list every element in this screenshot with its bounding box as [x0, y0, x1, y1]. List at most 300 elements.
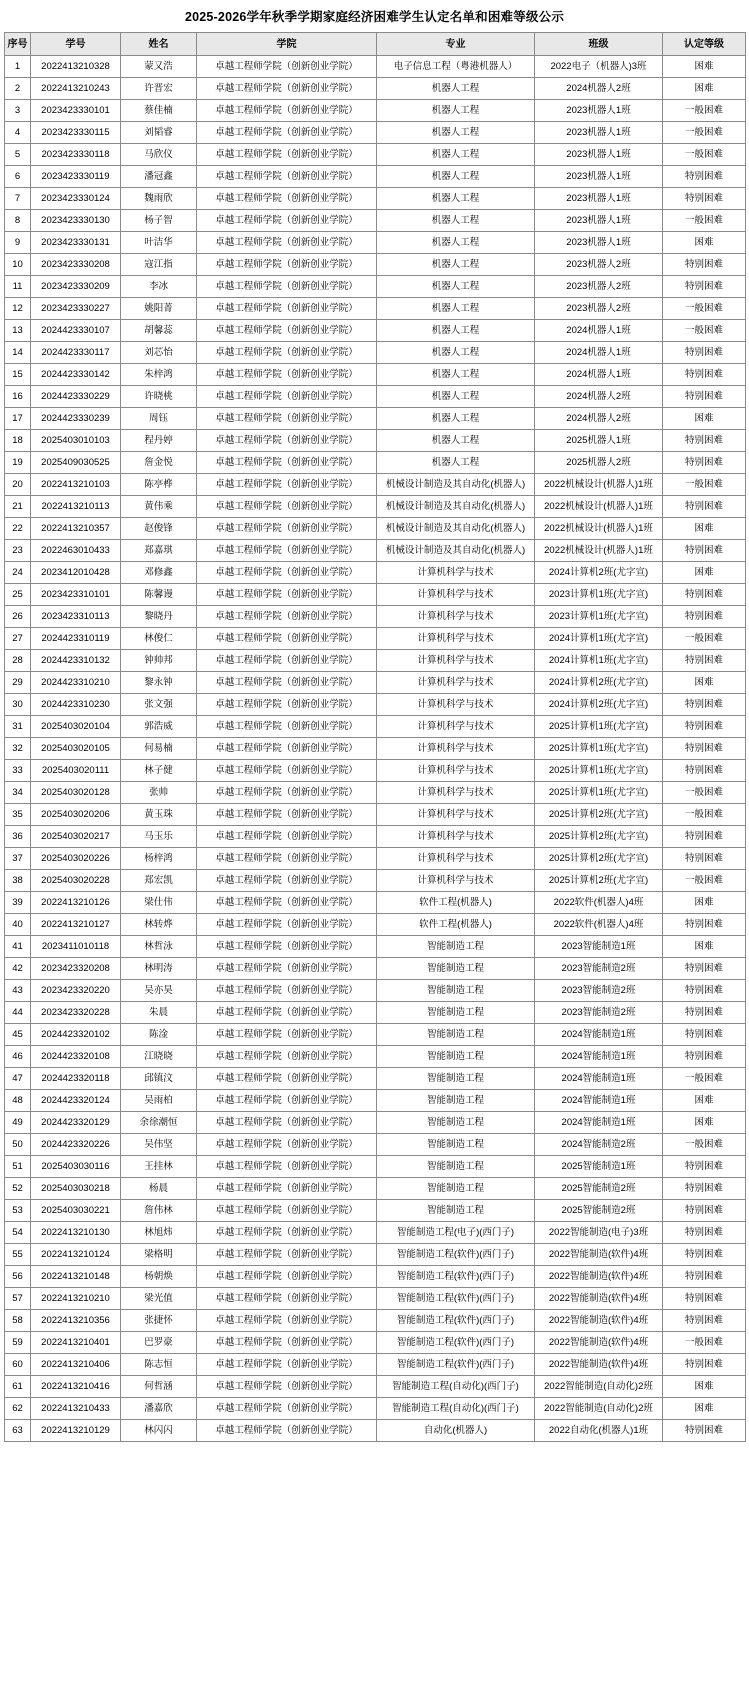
cell-college: 卓越工程师学院（创新创业学院）	[197, 254, 377, 276]
cell-level: 困难	[663, 672, 746, 694]
cell-level: 困难	[663, 408, 746, 430]
cell-name: 林俊仁	[121, 628, 197, 650]
table-row	[5, 584, 746, 606]
cell-student-id: 2022413210124	[31, 1244, 121, 1266]
cell-level: 特别困难	[663, 166, 746, 188]
table-row	[5, 1068, 746, 1090]
cell-name: 姚阳菁	[121, 298, 197, 320]
cell-level: 一般困难	[663, 870, 746, 892]
cell-seq: 10	[5, 254, 31, 276]
table-row	[5, 56, 746, 78]
table-row	[5, 760, 746, 782]
cell-major: 计算机科学与技术	[377, 870, 535, 892]
cell-class: 2023机器人2班	[535, 254, 663, 276]
cell-student-id: 2022413210416	[31, 1376, 121, 1398]
cell-student-id: 2022413210103	[31, 474, 121, 496]
cell-level: 一般困难	[663, 298, 746, 320]
cell-student-id: 2025403020206	[31, 804, 121, 826]
cell-college: 卓越工程师学院（创新创业学院）	[197, 452, 377, 474]
cell-student-id: 2025403010103	[31, 430, 121, 452]
cell-student-id: 2023423330118	[31, 144, 121, 166]
table-row	[5, 1310, 746, 1332]
cell-seq: 30	[5, 694, 31, 716]
cell-college: 卓越工程师学院（创新创业学院）	[197, 1266, 377, 1288]
cell-seq: 20	[5, 474, 31, 496]
cell-name: 黎永钟	[121, 672, 197, 694]
cell-seq: 61	[5, 1376, 31, 1398]
cell-college: 卓越工程师学院（创新创业学院）	[197, 364, 377, 386]
cell-college: 卓越工程师学院（创新创业学院）	[197, 386, 377, 408]
cell-student-id: 2023423330130	[31, 210, 121, 232]
cell-major: 智能制造工程(自动化)(西门子)	[377, 1376, 535, 1398]
column-header-student-id: 学号	[31, 33, 121, 56]
cell-name: 周钰	[121, 408, 197, 430]
cell-seq: 50	[5, 1134, 31, 1156]
cell-level: 特别困难	[663, 826, 746, 848]
cell-seq: 46	[5, 1046, 31, 1068]
cell-major: 智能制造工程	[377, 1178, 535, 1200]
cell-seq: 62	[5, 1398, 31, 1420]
cell-student-id: 2025403030218	[31, 1178, 121, 1200]
cell-seq: 8	[5, 210, 31, 232]
cell-level: 特别困难	[663, 1354, 746, 1376]
cell-seq: 36	[5, 826, 31, 848]
cell-class: 2024智能制造1班	[535, 1024, 663, 1046]
cell-college: 卓越工程师学院（创新创业学院）	[197, 804, 377, 826]
cell-class: 2023机器人1班	[535, 122, 663, 144]
table-row	[5, 1046, 746, 1068]
cell-major: 智能制造工程	[377, 1090, 535, 1112]
cell-student-id: 2023423330101	[31, 100, 121, 122]
cell-seq: 23	[5, 540, 31, 562]
table-row	[5, 1376, 746, 1398]
cell-student-id: 2025403030116	[31, 1156, 121, 1178]
cell-class: 2024计算机1班(尤字宣)	[535, 650, 663, 672]
cell-class: 2024计算机2班(尤字宣)	[535, 672, 663, 694]
cell-student-id: 2025403020128	[31, 782, 121, 804]
cell-class: 2024机器人2班	[535, 408, 663, 430]
cell-name: 林子健	[121, 760, 197, 782]
cell-seq: 43	[5, 980, 31, 1002]
cell-college: 卓越工程师学院（创新创业学院）	[197, 958, 377, 980]
cell-student-id: 2022413210357	[31, 518, 121, 540]
cell-class: 2025计算机2班(尤字宣)	[535, 826, 663, 848]
cell-major: 智能制造工程	[377, 1068, 535, 1090]
cell-class: 2023机器人1班	[535, 210, 663, 232]
cell-level: 困难	[663, 936, 746, 958]
cell-seq: 28	[5, 650, 31, 672]
cell-seq: 24	[5, 562, 31, 584]
cell-seq: 27	[5, 628, 31, 650]
cell-seq: 26	[5, 606, 31, 628]
cell-name: 许晓桃	[121, 386, 197, 408]
cell-student-id: 2024423320102	[31, 1024, 121, 1046]
cell-seq: 25	[5, 584, 31, 606]
cell-major: 智能制造工程(软件)(西门子)	[377, 1332, 535, 1354]
cell-class: 2025智能制造1班	[535, 1156, 663, 1178]
table-row	[5, 672, 746, 694]
table-row	[5, 606, 746, 628]
cell-student-id: 2022413210401	[31, 1332, 121, 1354]
cell-major: 智能制造工程	[377, 1200, 535, 1222]
table-row	[5, 474, 746, 496]
cell-major: 软件工程(机器人)	[377, 892, 535, 914]
cell-class: 2024机器人2班	[535, 78, 663, 100]
cell-college: 卓越工程师学院（创新创业学院）	[197, 496, 377, 518]
table-row	[5, 1266, 746, 1288]
cell-level: 一般困难	[663, 1332, 746, 1354]
cell-major: 电子信息工程（粤港机器人）	[377, 56, 535, 78]
cell-level: 特别困难	[663, 1156, 746, 1178]
cell-major: 计算机科学与技术	[377, 760, 535, 782]
cell-name: 赵俊锋	[121, 518, 197, 540]
cell-class: 2022智能制造(软件)4班	[535, 1288, 663, 1310]
cell-name: 程丹婷	[121, 430, 197, 452]
cell-name: 马欣仪	[121, 144, 197, 166]
table-row	[5, 1222, 746, 1244]
cell-student-id: 2025403020105	[31, 738, 121, 760]
cell-name: 杨晨	[121, 1178, 197, 1200]
cell-name: 郭浩威	[121, 716, 197, 738]
cell-college: 卓越工程师学院（创新创业学院）	[197, 342, 377, 364]
cell-class: 2023智能制造2班	[535, 958, 663, 980]
cell-major: 机器人工程	[377, 188, 535, 210]
table-row	[5, 232, 746, 254]
cell-level: 特别困难	[663, 496, 746, 518]
students-table	[4, 32, 746, 1442]
table-row	[5, 892, 746, 914]
cell-major: 机器人工程	[377, 408, 535, 430]
cell-college: 卓越工程师学院（创新创业学院）	[197, 694, 377, 716]
cell-student-id: 2023423310101	[31, 584, 121, 606]
cell-class: 2025计算机2班(尤字宣)	[535, 804, 663, 826]
cell-college: 卓越工程师学院（创新创业学院）	[197, 78, 377, 100]
cell-major: 智能制造工程(软件)(西门子)	[377, 1354, 535, 1376]
cell-name: 杨朝焕	[121, 1266, 197, 1288]
cell-seq: 5	[5, 144, 31, 166]
cell-level: 特别困难	[663, 1420, 746, 1442]
cell-level: 特别困难	[663, 958, 746, 980]
table-header	[5, 33, 746, 56]
cell-level: 特别困难	[663, 980, 746, 1002]
cell-student-id: 2025409030525	[31, 452, 121, 474]
cell-name: 何哲涵	[121, 1376, 197, 1398]
cell-college: 卓越工程师学院（创新创业学院）	[197, 166, 377, 188]
cell-student-id: 2022413210328	[31, 56, 121, 78]
table-row	[5, 518, 746, 540]
cell-student-id: 2024423320124	[31, 1090, 121, 1112]
cell-college: 卓越工程师学院（创新创业学院）	[197, 672, 377, 694]
cell-class: 2024计算机2班(尤字宣)	[535, 562, 663, 584]
table-row	[5, 1200, 746, 1222]
cell-student-id: 2024423330117	[31, 342, 121, 364]
cell-name: 陈淦	[121, 1024, 197, 1046]
cell-student-id: 2023423330131	[31, 232, 121, 254]
cell-name: 魏雨欣	[121, 188, 197, 210]
cell-name: 黄伟乘	[121, 496, 197, 518]
cell-level: 特别困难	[663, 452, 746, 474]
cell-class: 2025计算机2班(尤字宣)	[535, 848, 663, 870]
cell-name: 蒙又浩	[121, 56, 197, 78]
cell-class: 2023机器人2班	[535, 276, 663, 298]
cell-major: 智能制造工程	[377, 980, 535, 1002]
cell-level: 一般困难	[663, 804, 746, 826]
cell-college: 卓越工程师学院（创新创业学院）	[197, 848, 377, 870]
cell-class: 2023智能制造2班	[535, 1002, 663, 1024]
cell-college: 卓越工程师学院（创新创业学院）	[197, 1178, 377, 1200]
cell-college: 卓越工程师学院（创新创业学院）	[197, 738, 377, 760]
cell-seq: 4	[5, 122, 31, 144]
cell-level: 特别困难	[663, 188, 746, 210]
table-row	[5, 694, 746, 716]
cell-seq: 34	[5, 782, 31, 804]
cell-student-id: 2022413210243	[31, 78, 121, 100]
cell-level: 困难	[663, 892, 746, 914]
cell-level: 一般困难	[663, 628, 746, 650]
cell-class: 2022智能制造(软件)4班	[535, 1332, 663, 1354]
cell-college: 卓越工程师学院（创新创业学院）	[197, 1046, 377, 1068]
table-row	[5, 1002, 746, 1024]
cell-level: 特别困难	[663, 760, 746, 782]
cell-major: 智能制造工程	[377, 1046, 535, 1068]
table-row	[5, 320, 746, 342]
cell-college: 卓越工程师学院（创新创业学院）	[197, 562, 377, 584]
cell-college: 卓越工程师学院（创新创业学院）	[197, 188, 377, 210]
cell-seq: 53	[5, 1200, 31, 1222]
cell-name: 寇江指	[121, 254, 197, 276]
table-row	[5, 122, 746, 144]
cell-name: 吴雨柏	[121, 1090, 197, 1112]
cell-name: 邱镇汶	[121, 1068, 197, 1090]
cell-level: 特别困难	[663, 914, 746, 936]
cell-major: 计算机科学与技术	[377, 716, 535, 738]
cell-college: 卓越工程师学院（创新创业学院）	[197, 1398, 377, 1420]
cell-name: 张帅	[121, 782, 197, 804]
cell-name: 李冰	[121, 276, 197, 298]
cell-name: 胡馨蕊	[121, 320, 197, 342]
table-row	[5, 342, 746, 364]
cell-name: 梁光值	[121, 1288, 197, 1310]
cell-seq: 14	[5, 342, 31, 364]
table-row	[5, 254, 746, 276]
cell-student-id: 2022413210127	[31, 914, 121, 936]
cell-seq: 54	[5, 1222, 31, 1244]
cell-level: 特别困难	[663, 738, 746, 760]
cell-major: 智能制造工程	[377, 958, 535, 980]
cell-class: 2024机器人1班	[535, 342, 663, 364]
cell-major: 智能制造工程	[377, 1024, 535, 1046]
cell-level: 一般困难	[663, 474, 746, 496]
cell-student-id: 2022413210148	[31, 1266, 121, 1288]
table-row	[5, 166, 746, 188]
cell-name: 王挂林	[121, 1156, 197, 1178]
cell-major: 机器人工程	[377, 100, 535, 122]
cell-level: 特别困难	[663, 584, 746, 606]
cell-name: 叶洁华	[121, 232, 197, 254]
table-row	[5, 386, 746, 408]
cell-seq: 17	[5, 408, 31, 430]
cell-level: 特别困难	[663, 1266, 746, 1288]
cell-name: 林哲泳	[121, 936, 197, 958]
table-row	[5, 980, 746, 1002]
cell-class: 2022智能制造(软件)4班	[535, 1354, 663, 1376]
cell-seq: 16	[5, 386, 31, 408]
cell-student-id: 2025403030221	[31, 1200, 121, 1222]
cell-seq: 29	[5, 672, 31, 694]
cell-name: 江晓晓	[121, 1046, 197, 1068]
cell-college: 卓越工程师学院（创新创业学院）	[197, 1112, 377, 1134]
cell-class: 2025机器人2班	[535, 452, 663, 474]
cell-name: 梁格明	[121, 1244, 197, 1266]
cell-major: 机器人工程	[377, 364, 535, 386]
cell-college: 卓越工程师学院（创新创业学院）	[197, 760, 377, 782]
cell-name: 蔡佳楠	[121, 100, 197, 122]
cell-major: 机器人工程	[377, 232, 535, 254]
cell-name: 陈亭桦	[121, 474, 197, 496]
table-row	[5, 914, 746, 936]
cell-college: 卓越工程师学院（创新创业学院）	[197, 518, 377, 540]
table-row	[5, 144, 746, 166]
cell-level: 困难	[663, 518, 746, 540]
cell-level: 特别困难	[663, 276, 746, 298]
cell-class: 2022软件(机器人)4班	[535, 914, 663, 936]
cell-major: 机器人工程	[377, 386, 535, 408]
cell-class: 2025计算机1班(尤字宣)	[535, 716, 663, 738]
table-row	[5, 1420, 746, 1442]
cell-seq: 60	[5, 1354, 31, 1376]
cell-college: 卓越工程师学院（创新创业学院）	[197, 1156, 377, 1178]
cell-class: 2024机器人1班	[535, 364, 663, 386]
cell-student-id: 2022413210113	[31, 496, 121, 518]
cell-level: 一般困难	[663, 122, 746, 144]
cell-student-id: 2023423310113	[31, 606, 121, 628]
cell-name: 詹金悦	[121, 452, 197, 474]
cell-student-id: 2023412010428	[31, 562, 121, 584]
cell-class: 2023机器人2班	[535, 298, 663, 320]
cell-seq: 33	[5, 760, 31, 782]
column-header-seq: 序号	[5, 33, 31, 56]
cell-level: 特别困难	[663, 716, 746, 738]
cell-seq: 7	[5, 188, 31, 210]
cell-college: 卓越工程师学院（创新创业学院）	[197, 1288, 377, 1310]
cell-class: 2022智能制造(软件)4班	[535, 1244, 663, 1266]
cell-level: 特别困难	[663, 848, 746, 870]
cell-student-id: 2022413210129	[31, 1420, 121, 1442]
cell-college: 卓越工程师学院（创新创业学院）	[197, 1332, 377, 1354]
cell-student-id: 2024423320129	[31, 1112, 121, 1134]
cell-major: 机器人工程	[377, 254, 535, 276]
table-row	[5, 804, 746, 826]
cell-major: 机器人工程	[377, 210, 535, 232]
column-header-name: 姓名	[121, 33, 197, 56]
cell-name: 许晋宏	[121, 78, 197, 100]
cell-class: 2023计算机1班(尤字宣)	[535, 606, 663, 628]
cell-class: 2024智能制造1班	[535, 1090, 663, 1112]
table-row	[5, 936, 746, 958]
cell-student-id: 2023423320228	[31, 1002, 121, 1024]
cell-college: 卓越工程师学院（创新创业学院）	[197, 870, 377, 892]
cell-student-id: 2022413210126	[31, 892, 121, 914]
cell-name: 朱梓鸿	[121, 364, 197, 386]
table-row	[5, 1134, 746, 1156]
cell-student-id: 2024423330107	[31, 320, 121, 342]
table-row	[5, 958, 746, 980]
table-row	[5, 188, 746, 210]
cell-name: 林转烨	[121, 914, 197, 936]
cell-seq: 6	[5, 166, 31, 188]
cell-class: 2024智能制造1班	[535, 1112, 663, 1134]
cell-class: 2022智能制造(自动化)2班	[535, 1376, 663, 1398]
cell-seq: 3	[5, 100, 31, 122]
cell-name: 黎晓丹	[121, 606, 197, 628]
cell-student-id: 2024423310119	[31, 628, 121, 650]
cell-level: 特别困难	[663, 650, 746, 672]
cell-level: 特别困难	[663, 1046, 746, 1068]
column-header-college: 学院	[197, 33, 377, 56]
cell-student-id: 2023423330208	[31, 254, 121, 276]
cell-class: 2022自动化(机器人)1班	[535, 1420, 663, 1442]
cell-seq: 51	[5, 1156, 31, 1178]
cell-level: 困难	[663, 1376, 746, 1398]
cell-name: 张捷怀	[121, 1310, 197, 1332]
table-row	[5, 100, 746, 122]
cell-college: 卓越工程师学院（创新创业学院）	[197, 584, 377, 606]
table-row	[5, 628, 746, 650]
cell-class: 2024机器人2班	[535, 386, 663, 408]
cell-college: 卓越工程师学院（创新创业学院）	[197, 1222, 377, 1244]
cell-level: 特别困难	[663, 1002, 746, 1024]
cell-name: 余徐潮恒	[121, 1112, 197, 1134]
column-header-major: 专业	[377, 33, 535, 56]
cell-seq: 39	[5, 892, 31, 914]
cell-seq: 58	[5, 1310, 31, 1332]
cell-major: 智能制造工程	[377, 936, 535, 958]
cell-seq: 18	[5, 430, 31, 452]
cell-seq: 1	[5, 56, 31, 78]
table-row	[5, 408, 746, 430]
cell-college: 卓越工程师学院（创新创业学院）	[197, 716, 377, 738]
cell-seq: 41	[5, 936, 31, 958]
table-row	[5, 452, 746, 474]
cell-class: 2024智能制造1班	[535, 1046, 663, 1068]
cell-class: 2024计算机1班(尤字宣)	[535, 628, 663, 650]
cell-name: 陈志恒	[121, 1354, 197, 1376]
cell-major: 机器人工程	[377, 320, 535, 342]
cell-college: 卓越工程师学院（创新创业学院）	[197, 936, 377, 958]
cell-seq: 47	[5, 1068, 31, 1090]
cell-level: 一般困难	[663, 100, 746, 122]
cell-seq: 40	[5, 914, 31, 936]
cell-class: 2024智能制造1班	[535, 1068, 663, 1090]
cell-college: 卓越工程师学院（创新创业学院）	[197, 1310, 377, 1332]
cell-college: 卓越工程师学院（创新创业学院）	[197, 1024, 377, 1046]
cell-college: 卓越工程师学院（创新创业学院）	[197, 232, 377, 254]
cell-student-id: 2025403020104	[31, 716, 121, 738]
table-row	[5, 276, 746, 298]
cell-name: 刘韬睿	[121, 122, 197, 144]
cell-student-id: 2022413210356	[31, 1310, 121, 1332]
cell-college: 卓越工程师学院（创新创业学院）	[197, 100, 377, 122]
cell-major: 机器人工程	[377, 342, 535, 364]
cell-major: 计算机科学与技术	[377, 738, 535, 760]
cell-name: 郑宏凯	[121, 870, 197, 892]
cell-student-id: 2023423320208	[31, 958, 121, 980]
cell-seq: 13	[5, 320, 31, 342]
cell-college: 卓越工程师学院（创新创业学院）	[197, 980, 377, 1002]
cell-level: 特别困难	[663, 1244, 746, 1266]
cell-student-id: 2024423320226	[31, 1134, 121, 1156]
cell-name: 何易楠	[121, 738, 197, 760]
